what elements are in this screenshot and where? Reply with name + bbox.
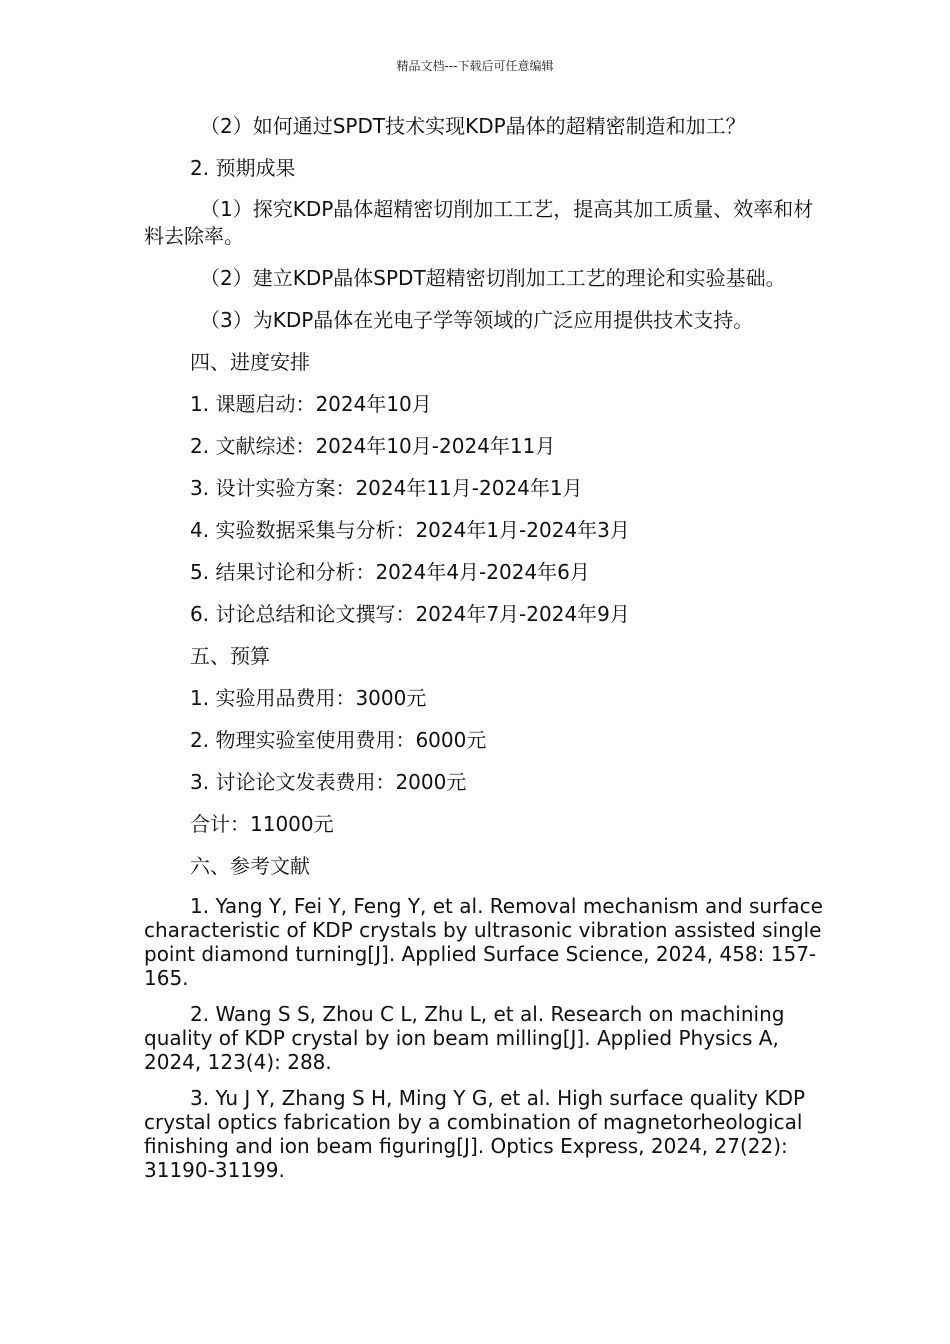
document-body	[144, 112, 824, 1194]
schedule-item-1: 1. 课题启动：2024年10月	[190, 392, 432, 416]
reference-item: 3. Yu J Y, Zhang S H, Ming Y G, et al. High surface quality KDP crystal optics fabrication by a combination of magnetorheological finishing and ion beam figuring[J]. Optics Express, 2024, 27(22): 31190-31199.	[144, 1086, 806, 1182]
budget-total: 合计：11000元	[190, 812, 334, 836]
schedule-item-5: 5. 结果讨论和分析：2024年4月-2024年6月	[190, 560, 590, 584]
section-expected-results: 2. 预期成果	[190, 156, 296, 180]
budget-item-1: 1. 实验用品费用：3000元	[190, 686, 427, 710]
section-budget: 五、预算	[190, 644, 270, 668]
schedule-item-2: 2. 文献综述：2024年10月-2024年11月	[190, 434, 556, 458]
result-3: （3）为KDP晶体在光电子学等领域的广泛应用提供技术支持。	[200, 308, 754, 332]
result-2: （2）建立KDP晶体SPDT超精密切削加工工艺的理论和实验基础。	[200, 266, 786, 290]
reference-item: 2. Wang S S, Zhou C L, Zhu L, et al. Research on machining quality of KDP crystal by ion beam milling[J]. Applied Physics A, 2024, 123(4): 288.	[144, 1002, 785, 1074]
section-schedule: 四、进度安排	[190, 350, 310, 374]
page-header: 精品文档---下载后可任意编辑	[396, 59, 554, 73]
schedule-item-3: 3. 设计实验方案：2024年11月-2024年1月	[190, 476, 583, 500]
reference-list	[144, 894, 824, 1182]
section-references: 六、参考文献	[190, 854, 310, 878]
schedule-item-6: 6. 讨论总结和论文撰写：2024年7月-2024年9月	[190, 602, 630, 626]
budget-item-2: 2. 物理实验室使用费用：6000元	[190, 728, 487, 752]
reference-item: 1. Yang Y, Fei Y, Feng Y, et al. Removal mechanism and surface characteristic of KDP crystals by ultrasonic vibration assisted single point diamond turning[J]. Applied Surface Science, 2024, 458: 157-165.	[144, 894, 823, 990]
schedule-item-4: 4. 实验数据采集与分析：2024年1月-2024年3月	[190, 518, 630, 542]
result-1: （1）探究KDP晶体超精密切削加工工艺，提高其加工质量、效率和材料去除率。	[144, 197, 814, 248]
question-2: （2）如何通过SPDT技术实现KDP晶体的超精密制造和加工？	[200, 114, 746, 138]
budget-item-3: 3. 讨论论文发表费用：2000元	[190, 770, 467, 794]
